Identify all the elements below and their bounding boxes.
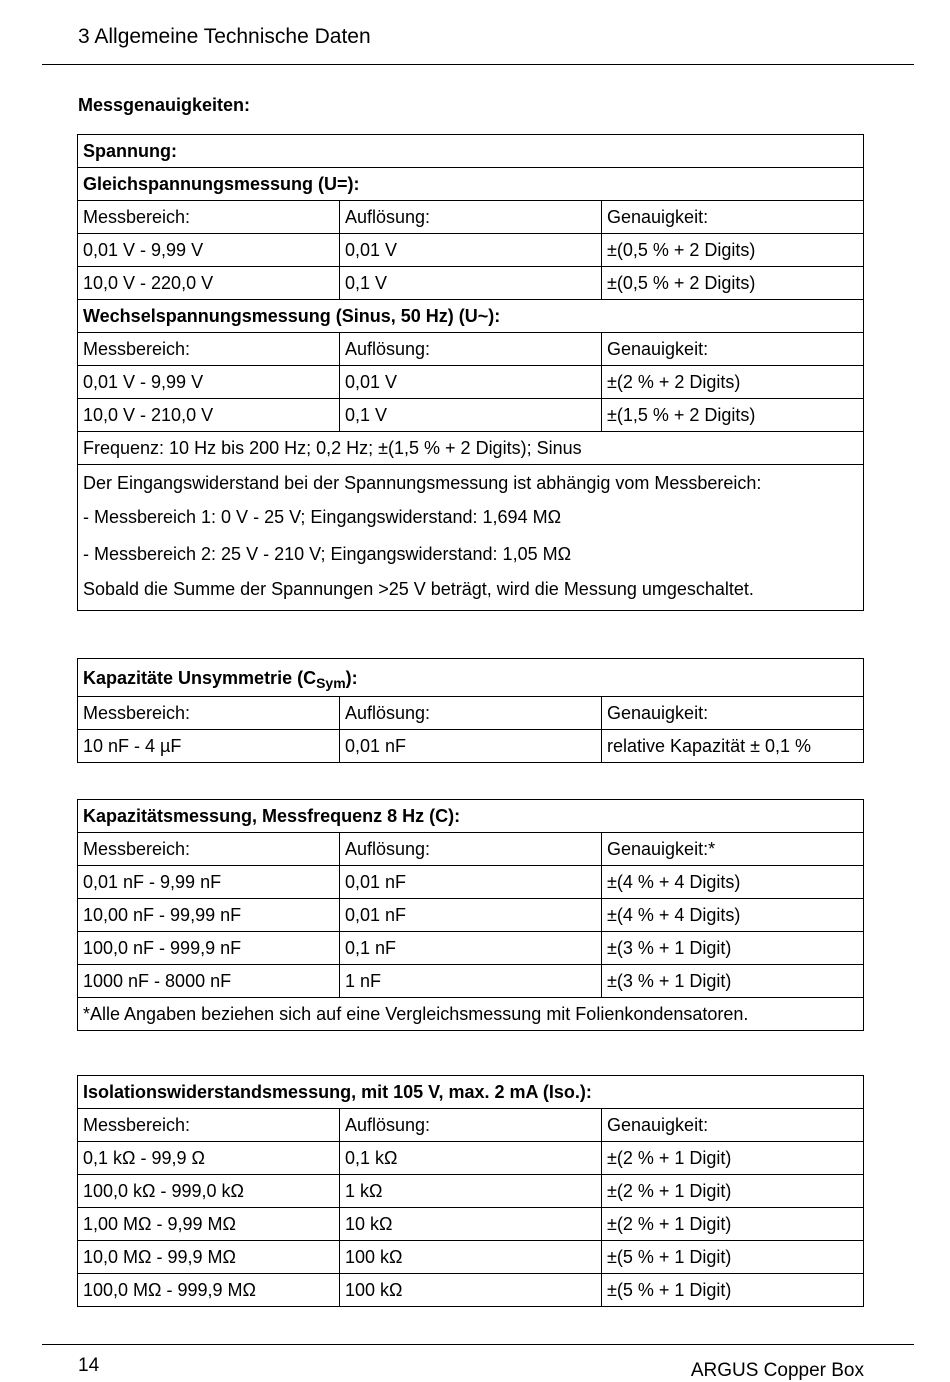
capacity-unsymmetry-table bbox=[77, 658, 864, 763]
table-cell: ±(2 % + 1 Digit) bbox=[602, 1142, 864, 1175]
voltage-table bbox=[77, 134, 864, 611]
column-header-range: Messbereich: bbox=[78, 201, 340, 234]
column-header-range: Messbereich: bbox=[78, 333, 340, 366]
table-row bbox=[78, 399, 864, 432]
column-header-range: Messbereich: bbox=[78, 697, 340, 730]
table-cell: ±(5 % + 1 Digit) bbox=[602, 1241, 864, 1274]
page-number: 14 bbox=[78, 1355, 100, 1376]
title-text: Kapazitäte Unsymmetrie (C bbox=[83, 667, 317, 688]
table-row bbox=[78, 267, 864, 300]
column-header-resolution: Auflösung: bbox=[340, 833, 602, 866]
page-header-title: 3 Allgemeine Technische Daten bbox=[78, 25, 371, 48]
table-cell: relative Kapazität ± 0,1 % bbox=[602, 730, 864, 763]
table-cell: 0,1 V bbox=[340, 267, 602, 300]
table-cell: 1 kΩ bbox=[340, 1175, 602, 1208]
table-row bbox=[78, 234, 864, 267]
insulation-table bbox=[77, 1075, 864, 1307]
note-line: - Messbereich 1: 0 V - 25 V; Eingangswiderstand: 1,694 MΩ bbox=[83, 506, 562, 527]
column-header-accuracy: Genauigkeit: bbox=[602, 1109, 864, 1142]
table-cell: ±(2 % + 1 Digit) bbox=[602, 1175, 864, 1208]
table-row bbox=[78, 1241, 864, 1274]
column-header-resolution: Auflösung: bbox=[340, 201, 602, 234]
section-heading: Messgenauigkeiten: bbox=[78, 95, 251, 115]
capacity-title: Kapazitätsmessung, Messfrequenz 8 Hz (C): bbox=[78, 800, 864, 833]
table-row bbox=[78, 866, 864, 899]
table-row bbox=[78, 1274, 864, 1307]
table-cell: 100,0 MΩ - 999,9 MΩ bbox=[78, 1274, 340, 1307]
column-header-resolution: Auflösung: bbox=[340, 1109, 602, 1142]
table-cell: 10,0 MΩ - 99,9 MΩ bbox=[78, 1241, 340, 1274]
title-subscript: Sym bbox=[316, 674, 346, 691]
column-header-resolution: Auflösung: bbox=[340, 697, 602, 730]
table-header-row bbox=[78, 201, 864, 234]
table-cell: 10,0 V - 210,0 V bbox=[78, 399, 340, 432]
table-row bbox=[78, 659, 864, 697]
table-cell: 100 kΩ bbox=[340, 1241, 602, 1274]
table-cell: ±(3 % + 1 Digit) bbox=[602, 965, 864, 998]
table-cell: 10,0 V - 220,0 V bbox=[78, 267, 340, 300]
table-row bbox=[78, 965, 864, 998]
table-row bbox=[78, 899, 864, 932]
table-row bbox=[78, 168, 864, 201]
table-row bbox=[78, 932, 864, 965]
table-row bbox=[78, 135, 864, 168]
note-line: Sobald die Summe der Spannungen >25 V beträgt, wird die Messung umgeschaltet. bbox=[83, 579, 754, 599]
table-header-row bbox=[78, 833, 864, 866]
table-row bbox=[78, 300, 864, 333]
table-cell: 0,01 V - 9,99 V bbox=[78, 234, 340, 267]
table-cell: ±(2 % + 2 Digits) bbox=[602, 366, 864, 399]
dc-voltage-title: Gleichspannungsmessung (U=): bbox=[78, 168, 864, 201]
footer-rule bbox=[42, 1344, 914, 1345]
table-row bbox=[78, 465, 864, 611]
table-header-row bbox=[78, 333, 864, 366]
table-cell: 10 kΩ bbox=[340, 1208, 602, 1241]
table-row bbox=[78, 1208, 864, 1241]
table-cell: 1000 nF - 8000 nF bbox=[78, 965, 340, 998]
table-row bbox=[78, 1175, 864, 1208]
table-cell: ±(2 % + 1 Digit) bbox=[602, 1208, 864, 1241]
table-cell: 0,01 nF bbox=[340, 866, 602, 899]
note-line: - Messbereich 2: 25 V - 210 V; Eingangswiderstand: 1,05 MΩ bbox=[83, 543, 572, 564]
input-resistance-note bbox=[78, 465, 864, 611]
table-cell: 0,01 nF - 9,99 nF bbox=[78, 866, 340, 899]
column-header-range: Messbereich: bbox=[78, 833, 340, 866]
table-cell: 0,1 nF bbox=[340, 932, 602, 965]
table-cell: ±(4 % + 4 Digits) bbox=[602, 899, 864, 932]
table-row bbox=[78, 730, 864, 763]
column-header-accuracy: Genauigkeit: bbox=[602, 333, 864, 366]
capacity-table bbox=[77, 799, 864, 1031]
column-header-accuracy: Genauigkeit:* bbox=[602, 833, 864, 866]
table-row bbox=[78, 432, 864, 465]
table-cell: 0,1 kΩ bbox=[340, 1142, 602, 1175]
table-header-row bbox=[78, 697, 864, 730]
table-cell: 0,01 V bbox=[340, 234, 602, 267]
title-text-end: ): bbox=[345, 667, 358, 688]
table-cell: ±(0,5 % + 2 Digits) bbox=[602, 267, 864, 300]
table-cell: 0,01 V bbox=[340, 366, 602, 399]
table-row bbox=[78, 1076, 864, 1109]
table-cell: 100,0 kΩ - 999,0 kΩ bbox=[78, 1175, 340, 1208]
table-row bbox=[78, 1142, 864, 1175]
table-row bbox=[78, 998, 864, 1031]
table-cell: ±(5 % + 1 Digit) bbox=[602, 1274, 864, 1307]
product-name: ARGUS Copper Box bbox=[690, 1360, 864, 1381]
table-cell: ±(4 % + 4 Digits) bbox=[602, 866, 864, 899]
table-cell: ±(1,5 % + 2 Digits) bbox=[602, 399, 864, 432]
table-row bbox=[78, 800, 864, 833]
table-cell: 0,1 V bbox=[340, 399, 602, 432]
table-cell: 0,1 kΩ - 99,9 Ω bbox=[78, 1142, 340, 1175]
capacity-unsymmetry-title bbox=[78, 659, 864, 697]
table-cell: 10 nF - 4 µF bbox=[78, 730, 340, 763]
table-cell: 100,0 nF - 999,9 nF bbox=[78, 932, 340, 965]
table-row bbox=[78, 366, 864, 399]
table-cell: 1,00 MΩ - 9,99 MΩ bbox=[78, 1208, 340, 1241]
column-header-resolution: Auflösung: bbox=[340, 333, 602, 366]
ac-voltage-title: Wechselspannungsmessung (Sinus, 50 Hz) (U~): bbox=[78, 300, 864, 333]
table-cell: 0,01 V - 9,99 V bbox=[78, 366, 340, 399]
voltage-title: Spannung: bbox=[78, 135, 864, 168]
table-cell: ±(0,5 % + 2 Digits) bbox=[602, 234, 864, 267]
column-header-accuracy: Genauigkeit: bbox=[602, 697, 864, 730]
column-header-range: Messbereich: bbox=[78, 1109, 340, 1142]
note-line: Der Eingangswiderstand bei der Spannungsmessung ist abhängig vom Messbereich: bbox=[83, 473, 762, 493]
table-cell: 1 nF bbox=[340, 965, 602, 998]
frequency-note: Frequenz: 10 Hz bis 200 Hz; 0,2 Hz; ±(1,5 % + 2 Digits); Sinus bbox=[78, 432, 864, 465]
table-cell: ±(3 % + 1 Digit) bbox=[602, 932, 864, 965]
table-cell: 0,01 nF bbox=[340, 899, 602, 932]
table-cell: 100 kΩ bbox=[340, 1274, 602, 1307]
header-rule bbox=[42, 64, 914, 65]
insulation-title: Isolationswiderstandsmessung, mit 105 V, max. 2 mA (Iso.): bbox=[78, 1076, 864, 1109]
column-header-accuracy: Genauigkeit: bbox=[602, 201, 864, 234]
table-header-row bbox=[78, 1109, 864, 1142]
table-cell: 10,00 nF - 99,99 nF bbox=[78, 899, 340, 932]
table-cell: 0,01 nF bbox=[340, 730, 602, 763]
capacity-footnote: *Alle Angaben beziehen sich auf eine Vergleichsmessung mit Folienkondensatoren. bbox=[78, 998, 864, 1031]
